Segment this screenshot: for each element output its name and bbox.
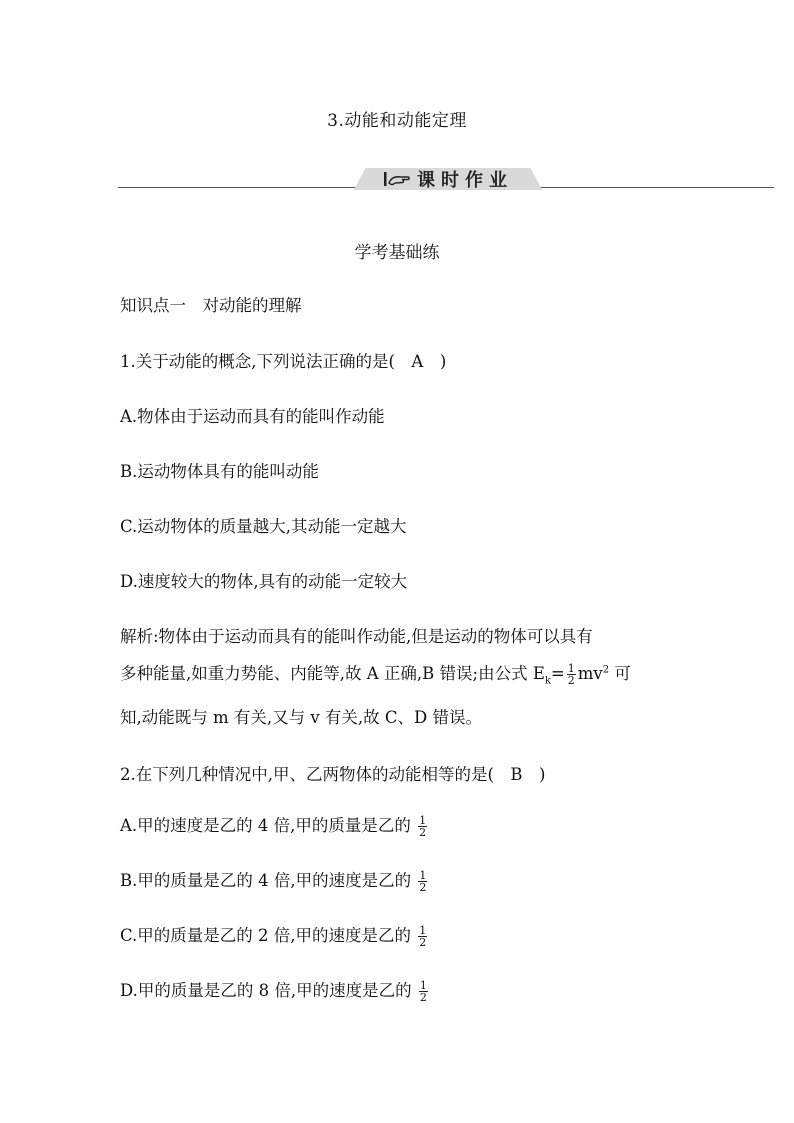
banner-content [368, 169, 528, 189]
fraction-numerator: 1 [419, 869, 427, 882]
formula-equals: = [550, 664, 565, 683]
formula-fraction [567, 663, 576, 686]
question-2-option-d [120, 977, 430, 1003]
formula-superscript: 2 [602, 664, 610, 676]
question-1-option-b: B.运动物体具有的能叫动能 [120, 462, 319, 481]
fraction-denominator: 2 [419, 826, 427, 839]
banner-rule-right [538, 187, 774, 188]
fraction-numerator: 1 [419, 979, 427, 992]
question-1-analysis-line-1: 解析:物体由于运动而具有的能叫作动能,但是运动的物体可以具有 [120, 627, 593, 646]
fraction-numerator: 1 [567, 662, 575, 675]
fraction-denominator: 2 [419, 881, 427, 894]
question-1-stem: 1.关于动能的概念,下列说法正确的是( A ) [120, 352, 447, 371]
banner-label: 课时作业 [417, 170, 513, 191]
banner-rule-left [118, 187, 358, 188]
question-2-option-c [120, 922, 429, 948]
formula-mv: mv [577, 664, 603, 683]
option-text: C.甲的质量是乙的 2 倍,甲的速度是乙的 [120, 926, 417, 945]
fraction-numerator: 1 [419, 924, 427, 937]
homework-banner [118, 166, 774, 196]
question-2-stem: 2.在下列几种情况中,甲、乙两物体的动能相等的是( B ) [120, 765, 546, 784]
knowledge-point-heading: 知识点一 对动能的理解 [120, 296, 302, 315]
option-fraction [419, 980, 428, 1003]
fraction-numerator: 1 [419, 814, 427, 827]
option-text: B.甲的质量是乙的 4 倍,甲的速度是乙的 [120, 871, 417, 890]
hand-pointer-icon [383, 170, 411, 188]
question-1-option-c: C.运动物体的质量越大,其动能一定越大 [120, 517, 407, 536]
question-1-option-a: A.物体由于运动而具有的能叫作动能 [120, 407, 385, 426]
analysis-text: 多种能量,如重力势能、内能等,故 A 正确,B 错误;由公式 E [120, 664, 545, 683]
question-1-analysis-line-3: 知,动能既与 m 有关,又与 v 有关,故 C、D 错误。 [120, 708, 483, 727]
analysis-text-end: 可 [609, 664, 631, 683]
option-text: A.甲的速度是乙的 4 倍,甲的质量是乙的 [120, 816, 417, 835]
option-fraction [418, 870, 427, 893]
page-title: 3.动能和动能定理 [327, 111, 467, 131]
option-text: D.甲的质量是乙的 8 倍,甲的速度是乙的 [120, 981, 417, 1000]
option-fraction [418, 815, 427, 838]
fraction-denominator: 2 [419, 991, 427, 1004]
fraction-denominator: 2 [567, 674, 575, 687]
question-1-analysis-line-2 [120, 660, 631, 686]
fraction-denominator: 2 [419, 936, 427, 949]
question-2-option-b [120, 867, 429, 893]
formula-subscript: k [544, 675, 551, 687]
option-fraction [418, 925, 427, 948]
section-heading: 学考基础练 [354, 243, 440, 263]
question-1-option-d: D.速度较大的物体,具有的动能一定较大 [120, 572, 408, 591]
question-2-option-a [120, 812, 429, 838]
